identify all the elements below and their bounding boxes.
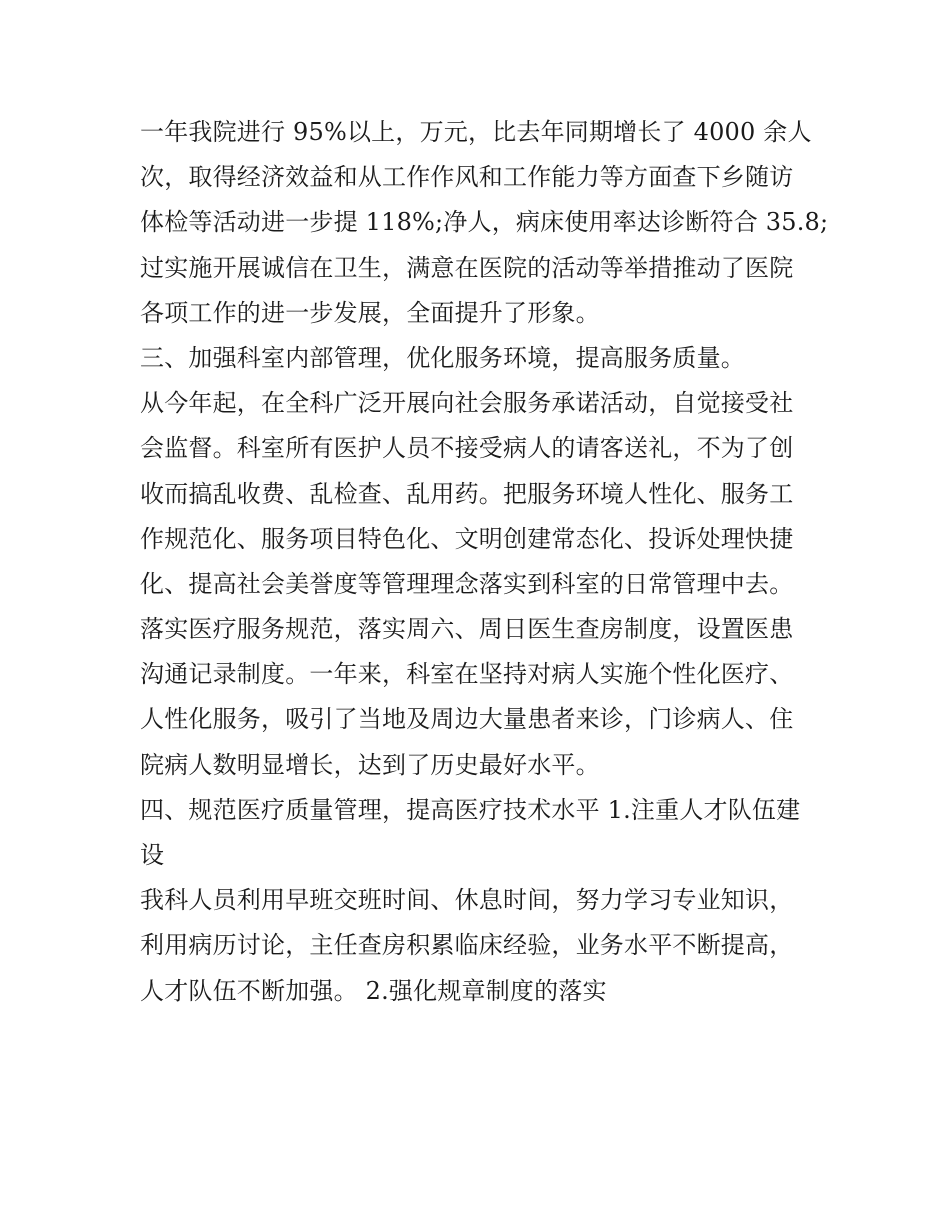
text-line: 落实医疗服务规范，落实周六、周日医生查房制度，设置医患	[140, 615, 794, 644]
text-line: 利用病历讨论，主任查房积累临床经验，业务水平不断提高，	[140, 931, 794, 960]
text-line: 次，取得经济效益和从工作作风和工作能力等方面查下乡随访	[140, 163, 794, 192]
text-line: 人性化服务，吸引了当地及周边大量患者来诊，门诊病人、住	[140, 705, 794, 734]
text-line: 院病人数明显增长，达到了历史最好水平。	[140, 750, 600, 779]
text-line: 沟通记录制度。一年来，科室在坚持对病人实施个性化医疗、	[140, 660, 794, 689]
text-line: 作规范化、服务项目特色化、文明创建常态化、投诉处理快捷	[140, 524, 794, 553]
section-heading-3: 三、加强科室内部管理，优化服务环境，提高服务质量。	[140, 343, 745, 372]
text-line: 我科人员利用早班交班时间、休息时间，努力学习专业知识，	[140, 886, 794, 915]
text-line: 化、提高社会美誉度等管理理念落实到科室的日常管理中去。	[140, 569, 794, 598]
text-line: 设	[140, 841, 165, 869]
text-line: 过实施开展诚信在卫生，满意在医院的活动等举措推动了医院	[140, 253, 794, 282]
text-line: 体检等活动进一步提 118%;净人，病床使用率达诊断符合 35.8;	[140, 208, 829, 237]
text-line: 收而搞乱收费、乱检查、乱用药。把服务环境人性化、服务工	[140, 479, 794, 508]
document-body	[140, 110, 829, 1014]
section-heading-4: 四、规范医疗质量管理，提高医疗技术水平 1.注重人才队伍建	[140, 795, 801, 824]
text-line: 会监督。科室所有医护人员不接受病人的请客送礼，不为了创	[140, 434, 794, 463]
text-line: 一年我院进行 95%以上，万元，比去年同期增长了 4000 余人	[140, 118, 812, 146]
text-line: 从今年起，在全科广泛开展向社会服务承诺活动，自觉接受社	[140, 389, 794, 418]
text-line: 人才队伍不断加强。 2.强化规章制度的落实	[140, 976, 607, 1005]
text-line: 各项工作的进一步发展，全面提升了形象。	[140, 298, 600, 327]
